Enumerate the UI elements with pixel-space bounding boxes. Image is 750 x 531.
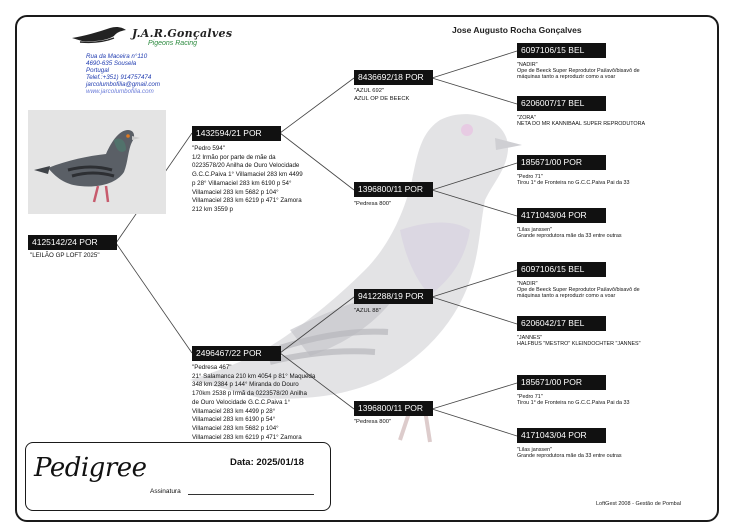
ancestor-notes: [517, 281, 640, 300]
logo-country: Portugal: [86, 67, 110, 74]
logo-website: www.jarcolumbofilia.com: [86, 88, 154, 95]
ancestor-note-line: Tirou 1° de Fronteira no G.C.C.Paiva Pai da 33: [517, 400, 630, 407]
ancestor-ring: 185671/00 POR: [517, 375, 606, 390]
ancestor-note-line: máquinas tanto a reproduzir como a voar: [517, 74, 616, 81]
ancestor-note-line: "NADIR": [517, 62, 538, 68]
ancestor-note-line: "Pedro 71": [517, 394, 543, 400]
granddam-paternal-ring: 1396800/11 POR: [354, 182, 433, 197]
granddam-maternal-ring: 1396800/11 POR: [354, 401, 433, 416]
signature-label: Assinatura: [150, 488, 181, 495]
dam-note-line: Villamaciel 283 km 6219 p 471° Zamora: [192, 433, 302, 441]
granddam-maternal-notes: [354, 418, 391, 427]
dam-note-line: de Ouro Velocidade G.C.C.Paiva 1°: [192, 398, 291, 406]
sire-note-line: Villamaciel 283 km 5682 p 104°: [192, 188, 279, 196]
ancestor-note-line: "JANNES": [517, 335, 543, 341]
ancestor-note-line: "Pedro 71": [517, 174, 543, 180]
ancestor-note-line: "Lilas janssen": [517, 447, 552, 453]
ancestor-note-line: Ope de Beeck Super Reprodutor Pai/avô/bisavô de: [517, 68, 640, 75]
sire-note-line: "Pedro 594": [192, 145, 225, 152]
pedigree-footer-box: [25, 442, 331, 511]
ancestor-notes: [517, 447, 622, 459]
dam-note-line: 21° Salamanca 210 km 4054 p 81° Maqueda: [192, 372, 316, 380]
ancestor-ring: 4171043/04 POR: [517, 208, 606, 223]
dam-ring: 2496467/22 POR: [192, 346, 281, 361]
sire-notes: [192, 145, 303, 215]
ancestor-note-line: Grande reprodutora mãe da 33 entre outras: [517, 453, 622, 460]
sire-ring: 1432594/21 POR: [192, 126, 281, 141]
ancestor-ring: 6097106/15 BEL: [517, 43, 606, 58]
gen3-note-line: "Pedresa 800": [354, 201, 391, 207]
grandsire-maternal-ring: 9412288/19 POR: [354, 289, 433, 304]
sire-note-line: 1/2 Irmão por parte de mãe da: [192, 153, 276, 161]
ancestor-note-line: HALFBUS "MESTRO" KLEINDOCHTER "JANNES": [517, 341, 641, 348]
granddam-paternal-notes: [354, 200, 391, 209]
ancestor-notes: [517, 62, 640, 81]
grandsire-paternal-ring: 8436692/18 POR: [354, 70, 433, 85]
gen3-note-line: "AZUL 88": [354, 308, 381, 314]
ancestor-note-line: "NADIR": [517, 281, 538, 287]
logo-phone: Telef.:+351) 914757474: [86, 74, 152, 81]
logo-email: jarcolumbofilia@gmail.com: [86, 81, 161, 88]
grandsire-maternal-notes: [354, 307, 381, 316]
ancestor-note-line: Ope de Beeck Super Reprodutor Pai/avô/bisavô de: [517, 287, 640, 294]
gen3-note-line: "Pedresa 800": [354, 419, 391, 425]
ancestor-note-line: "Lilas janssen": [517, 227, 552, 233]
ancestor-note-line: NETA DO MR KANNIBAAL SUPER REPRODUTORA: [517, 121, 646, 128]
dam-notes: [192, 364, 315, 442]
ancestor-ring: 6206042/17 BEL: [517, 316, 606, 331]
pigeon-photo: [28, 110, 166, 214]
ancestor-note-line: máquinas tanto a reproduzir como a voar: [517, 293, 616, 300]
gen3-note-line: AZUL OP DE BEECK: [354, 95, 410, 102]
ancestor-ring: 4171043/04 POR: [517, 428, 606, 443]
ancestor-notes: [517, 335, 641, 347]
ancestor-notes: [517, 115, 645, 127]
logo-postal: 4690-635 Sousela: [86, 60, 137, 67]
logo-address: Rua da Maceira n°110: [86, 53, 148, 60]
owner-name: Jose Augusto Rocha Gonçalves: [452, 25, 582, 35]
subject-name: [30, 252, 100, 261]
signature-line: [188, 494, 314, 495]
dam-note-line: Villamaciel 283 km 4499 p 28°: [192, 407, 276, 415]
ancestor-note-line: Grande reprodutora mãe da 33 entre outras: [517, 233, 622, 240]
ancestor-ring: 6097106/15 BEL: [517, 262, 606, 277]
sire-note-line: p 28° Villamaciel 283 km 6190 p 54°: [192, 179, 292, 187]
sire-note-line: 212 km 3559 p: [192, 205, 233, 213]
gen3-note-line: "AZUL 692": [354, 88, 385, 94]
sire-note-line: Villamaciel 283 km 6219 p 471° Zamora: [192, 197, 302, 205]
sire-note-line: 0223578/20 Anilha de Ouro Velocidade: [192, 162, 300, 170]
pedigree-title: Pedigree: [34, 453, 147, 483]
dam-note-line: "Pedresa 467": [192, 364, 232, 371]
subject-name-text: "LEILÃO GP LOFT 2025": [30, 252, 100, 259]
logo-tagline: Pigeons Racing: [148, 40, 198, 47]
ancestor-ring: 185671/00 POR: [517, 155, 606, 170]
pigeon-photo-illustration: [28, 110, 166, 214]
ancestor-note-line: "ZORA": [517, 115, 536, 121]
dam-note-line: Villamaciel 283 km 6190 p 54°: [192, 416, 276, 424]
dam-note-line: 348 km 2384 p 144° Miranda do Douro: [192, 381, 299, 389]
ancestor-ring: 6206007/17 BEL: [517, 96, 606, 111]
ancestor-notes: [517, 227, 622, 239]
ancestor-notes: [517, 394, 630, 406]
ancestor-notes: [517, 174, 630, 186]
pedigree-date: Data: 2025/01/18: [230, 457, 304, 468]
dam-note-line: Villamaciel 283 km 5682 p 104°: [192, 424, 279, 432]
ancestor-note-line: Tirou 1° de Fronteira no G.C.C.Paiva Pai da 33: [517, 180, 630, 187]
pigeon-logo-icon: [70, 24, 128, 46]
software-credit: LoftGest 2008 - Gestão de Pombal: [596, 501, 681, 507]
grandsire-paternal-notes: [354, 88, 409, 103]
logo-brand-name: J.A.R.Gonçalves: [132, 27, 233, 40]
subject-ring: 4125142/24 POR: [28, 235, 117, 250]
dam-note-line: 170km 2538 p Irmã da 0223578/20 Anilha: [192, 390, 307, 398]
sire-note-line: G.C.C.Paiva 1° Villamaciel 283 km 4499: [192, 171, 303, 179]
loft-logo: [68, 20, 268, 95]
